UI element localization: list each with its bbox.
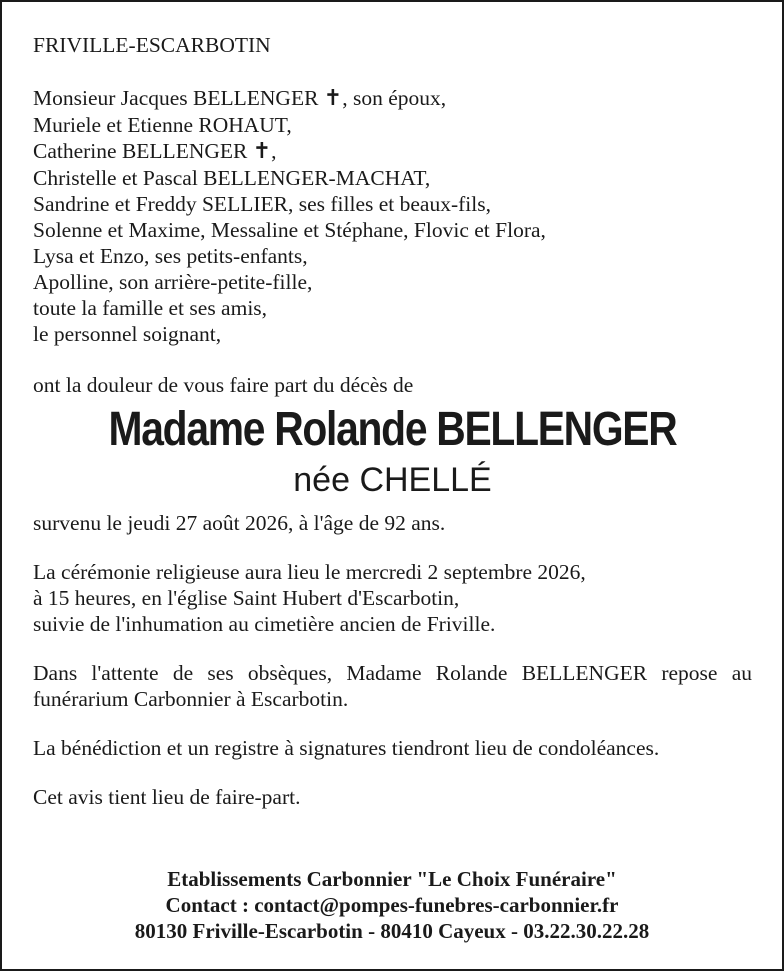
funeral-home-name: Etablissements Carbonnier "Le Choix Funéraire" bbox=[167, 867, 617, 891]
family-line: le personnel soignant, bbox=[33, 322, 222, 346]
family-line bbox=[33, 85, 752, 112]
rest-location: Dans l'attente de ses obsèques, Madame Rolande BELLENGER repose au funérarium Carbonnier à Escarbotin. bbox=[33, 661, 752, 711]
ceremony-line: La cérémonie religieuse aura lieu le mercredi 2 septembre 2026, bbox=[33, 560, 586, 584]
family-relation: , son époux, bbox=[342, 86, 447, 110]
family-member: Monsieur Jacques BELLENGER bbox=[33, 86, 319, 110]
family-line: Apolline, son arrière-petite-fille, bbox=[33, 270, 313, 294]
family-list bbox=[33, 85, 752, 347]
deceased-name: Madame Rolande BELLENGER bbox=[108, 403, 677, 456]
family-line: Solenne et Maxime, Messaline et Stéphane, Flovic et Flora, bbox=[33, 218, 546, 242]
cross-icon: ✝ bbox=[323, 86, 343, 111]
ceremony-details bbox=[33, 559, 752, 637]
notice-body bbox=[33, 32, 752, 833]
funeral-home-info bbox=[2, 866, 782, 944]
family-line: Sandrine et Freddy SELLIER, ses filles et beaux-fils, bbox=[33, 192, 491, 216]
family-relation: , bbox=[271, 139, 277, 163]
announcement-intro: ont la douleur de vous faire part du décès de bbox=[33, 373, 414, 397]
family-line: Muriele et Etienne ROHAUT, bbox=[33, 113, 292, 137]
family-line bbox=[33, 138, 752, 165]
family-line: Christelle et Pascal BELLENGER-MACHAT, bbox=[33, 166, 431, 190]
blessing-info: La bénédiction et un registre à signatures tiendront lieu de condoléances. bbox=[33, 736, 660, 760]
family-member: Catherine BELLENGER bbox=[33, 139, 248, 163]
ceremony-line: suivie de l'inhumation au cimetière ancien de Friville. bbox=[33, 612, 496, 636]
funeral-home-contact: Contact : contact@pompes-funebres-carbonnier.fr bbox=[165, 893, 619, 917]
family-line: Lysa et Enzo, ses petits-enfants, bbox=[33, 244, 308, 268]
town-heading: FRIVILLE-ESCARBOTIN bbox=[33, 33, 271, 57]
cross-icon: ✝ bbox=[252, 139, 272, 164]
ceremony-line: à 15 heures, en l'église Saint Hubert d'Escarbotin, bbox=[33, 586, 460, 610]
funeral-home-address: 80130 Friville-Escarbotin - 80410 Cayeux - 03.22.30.22.28 bbox=[134, 919, 650, 943]
family-line: toute la famille et ses amis, bbox=[33, 296, 268, 320]
faire-part-notice: Cet avis tient lieu de faire-part. bbox=[33, 785, 301, 809]
death-details: survenu le jeudi 27 août 2026, à l'âge de 92 ans. bbox=[33, 511, 446, 535]
maiden-name: née CHELLÉ bbox=[293, 461, 492, 499]
